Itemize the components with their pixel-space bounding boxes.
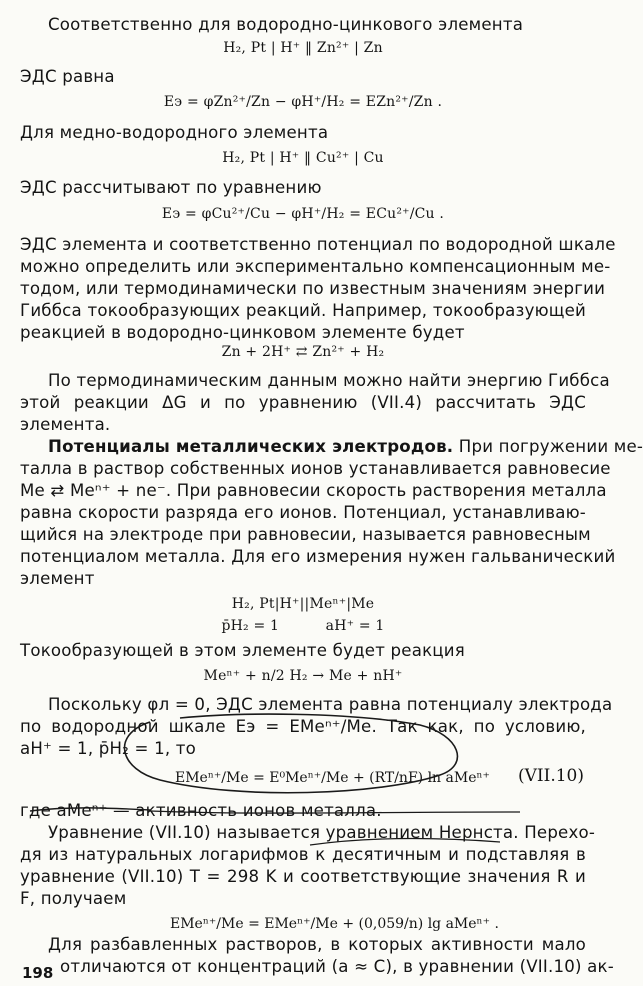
text-line: aH⁺ = 1, p̄H₂ = 1, то xyxy=(20,739,197,758)
equation: Eэ = φCu²⁺/Cu − φH⁺/H₂ = ECu²⁺/Cu . xyxy=(161,206,445,222)
equation-number: (VII.10) xyxy=(517,766,584,786)
text-line: талла в раствор собственных ионов устанавливается равновесие xyxy=(20,459,611,478)
section-heading-line xyxy=(20,436,643,457)
text-line: Для разбавленных растворов, в которых активности мало xyxy=(48,935,586,954)
text-line: ЭДС элемента и соответственно потенциал по водородной шкале xyxy=(20,235,616,254)
text-line: можно определить или экспериментально компенсационным ме- xyxy=(20,257,611,276)
text-line: уравнение (VII.10) T = 298 K и соответствующие значения R и xyxy=(20,867,586,886)
text-line: ЭДС равна xyxy=(20,67,115,86)
text-line: щийся на электроде при равновесии, называется равновесным xyxy=(20,525,591,544)
text-line: По термодинамическим данным можно найти энергию Гиббса xyxy=(48,371,610,390)
reaction-equation: Zn + 2H⁺ ⇄ Zn²⁺ + H₂ xyxy=(221,344,385,360)
text-line: тодом, или термодинамически по известным значениям энергии xyxy=(20,279,606,298)
text-line: по водородной шкале Eэ = EMeⁿ⁺/Me. Так как, по условию, xyxy=(20,717,586,736)
cell-scheme: H₂, Pt | H⁺ ‖ Cu²⁺ | Cu xyxy=(222,150,384,166)
text-line: Гиббса токообразующих реакций. Например, токообразующей xyxy=(20,301,586,320)
section-heading: Потенциалы металлических электродов. xyxy=(48,437,454,456)
text-line: элемент xyxy=(20,569,95,588)
text-line: отличаются от концентраций (a ≈ C), в уравнении (VII.10) ак- xyxy=(60,957,614,976)
nernst-decimal-equation: EMeⁿ⁺/Me = EMeⁿ⁺/Me + (0,059/n) lg aMeⁿ⁺ . xyxy=(170,916,499,932)
nernst-equation: EMeⁿ⁺/Me = E⁰Meⁿ⁺/Me + (RT/nF) ln aMeⁿ⁺ xyxy=(175,770,490,786)
text-line: F, получаем xyxy=(20,889,127,908)
text-line: Токообразующей в этом элементе будет реакция xyxy=(20,641,465,660)
cell-scheme: H₂, Pt | H⁺ ‖ Zn²⁺ | Zn xyxy=(223,40,383,56)
text-line: Соответственно для водородно-цинкового элемента xyxy=(48,15,524,34)
text-line: Поскольку φл = 0, ЭДС элемента равна потенциалу электрода xyxy=(48,695,613,714)
text-line: потенциалом металла. Для его измерения нужен гальванический xyxy=(20,547,616,566)
page-number: 198 xyxy=(22,964,54,982)
text-line: Уравнение (VII.10) называется уравнением Нернста. Перехо- xyxy=(48,823,596,842)
text-line: этой реакции ΔG и по уравнению (VII.4) рассчитать ЭДС xyxy=(20,393,586,412)
text-line: Для медно-водородного элемента xyxy=(20,123,329,142)
equation: Eэ = φZn²⁺/Zn − φH⁺/H₂ = EZn²⁺/Zn . xyxy=(163,94,443,110)
cell-scheme: H₂, Pt|H⁺||Meⁿ⁺|Me xyxy=(231,596,375,612)
reaction-equation: Meⁿ⁺ + n/2 H₂ → Me + nH⁺ xyxy=(203,668,403,684)
text-line: ЭДС рассчитывают по уравнению xyxy=(20,178,322,197)
condition-line: p̄H₂ = 1 aH⁺ = 1 xyxy=(221,618,385,634)
text-line: где aMeⁿ⁺ — активность ионов металла. xyxy=(20,801,382,820)
text-line: дя из натуральных логарифмов к десятичным и подставляя в xyxy=(20,845,586,864)
text-line: элемента. xyxy=(20,415,111,434)
text-line: равна скорости разряда его ионов. Потенциал, устанавливаю- xyxy=(20,503,586,522)
text-line: Me ⇄ Meⁿ⁺ + ne⁻. При равновесии скорость растворения металла xyxy=(20,481,607,500)
text-line: реакцией в водородно-цинковом элементе будет xyxy=(20,323,465,342)
text-span: При погружении ме- xyxy=(453,437,643,456)
